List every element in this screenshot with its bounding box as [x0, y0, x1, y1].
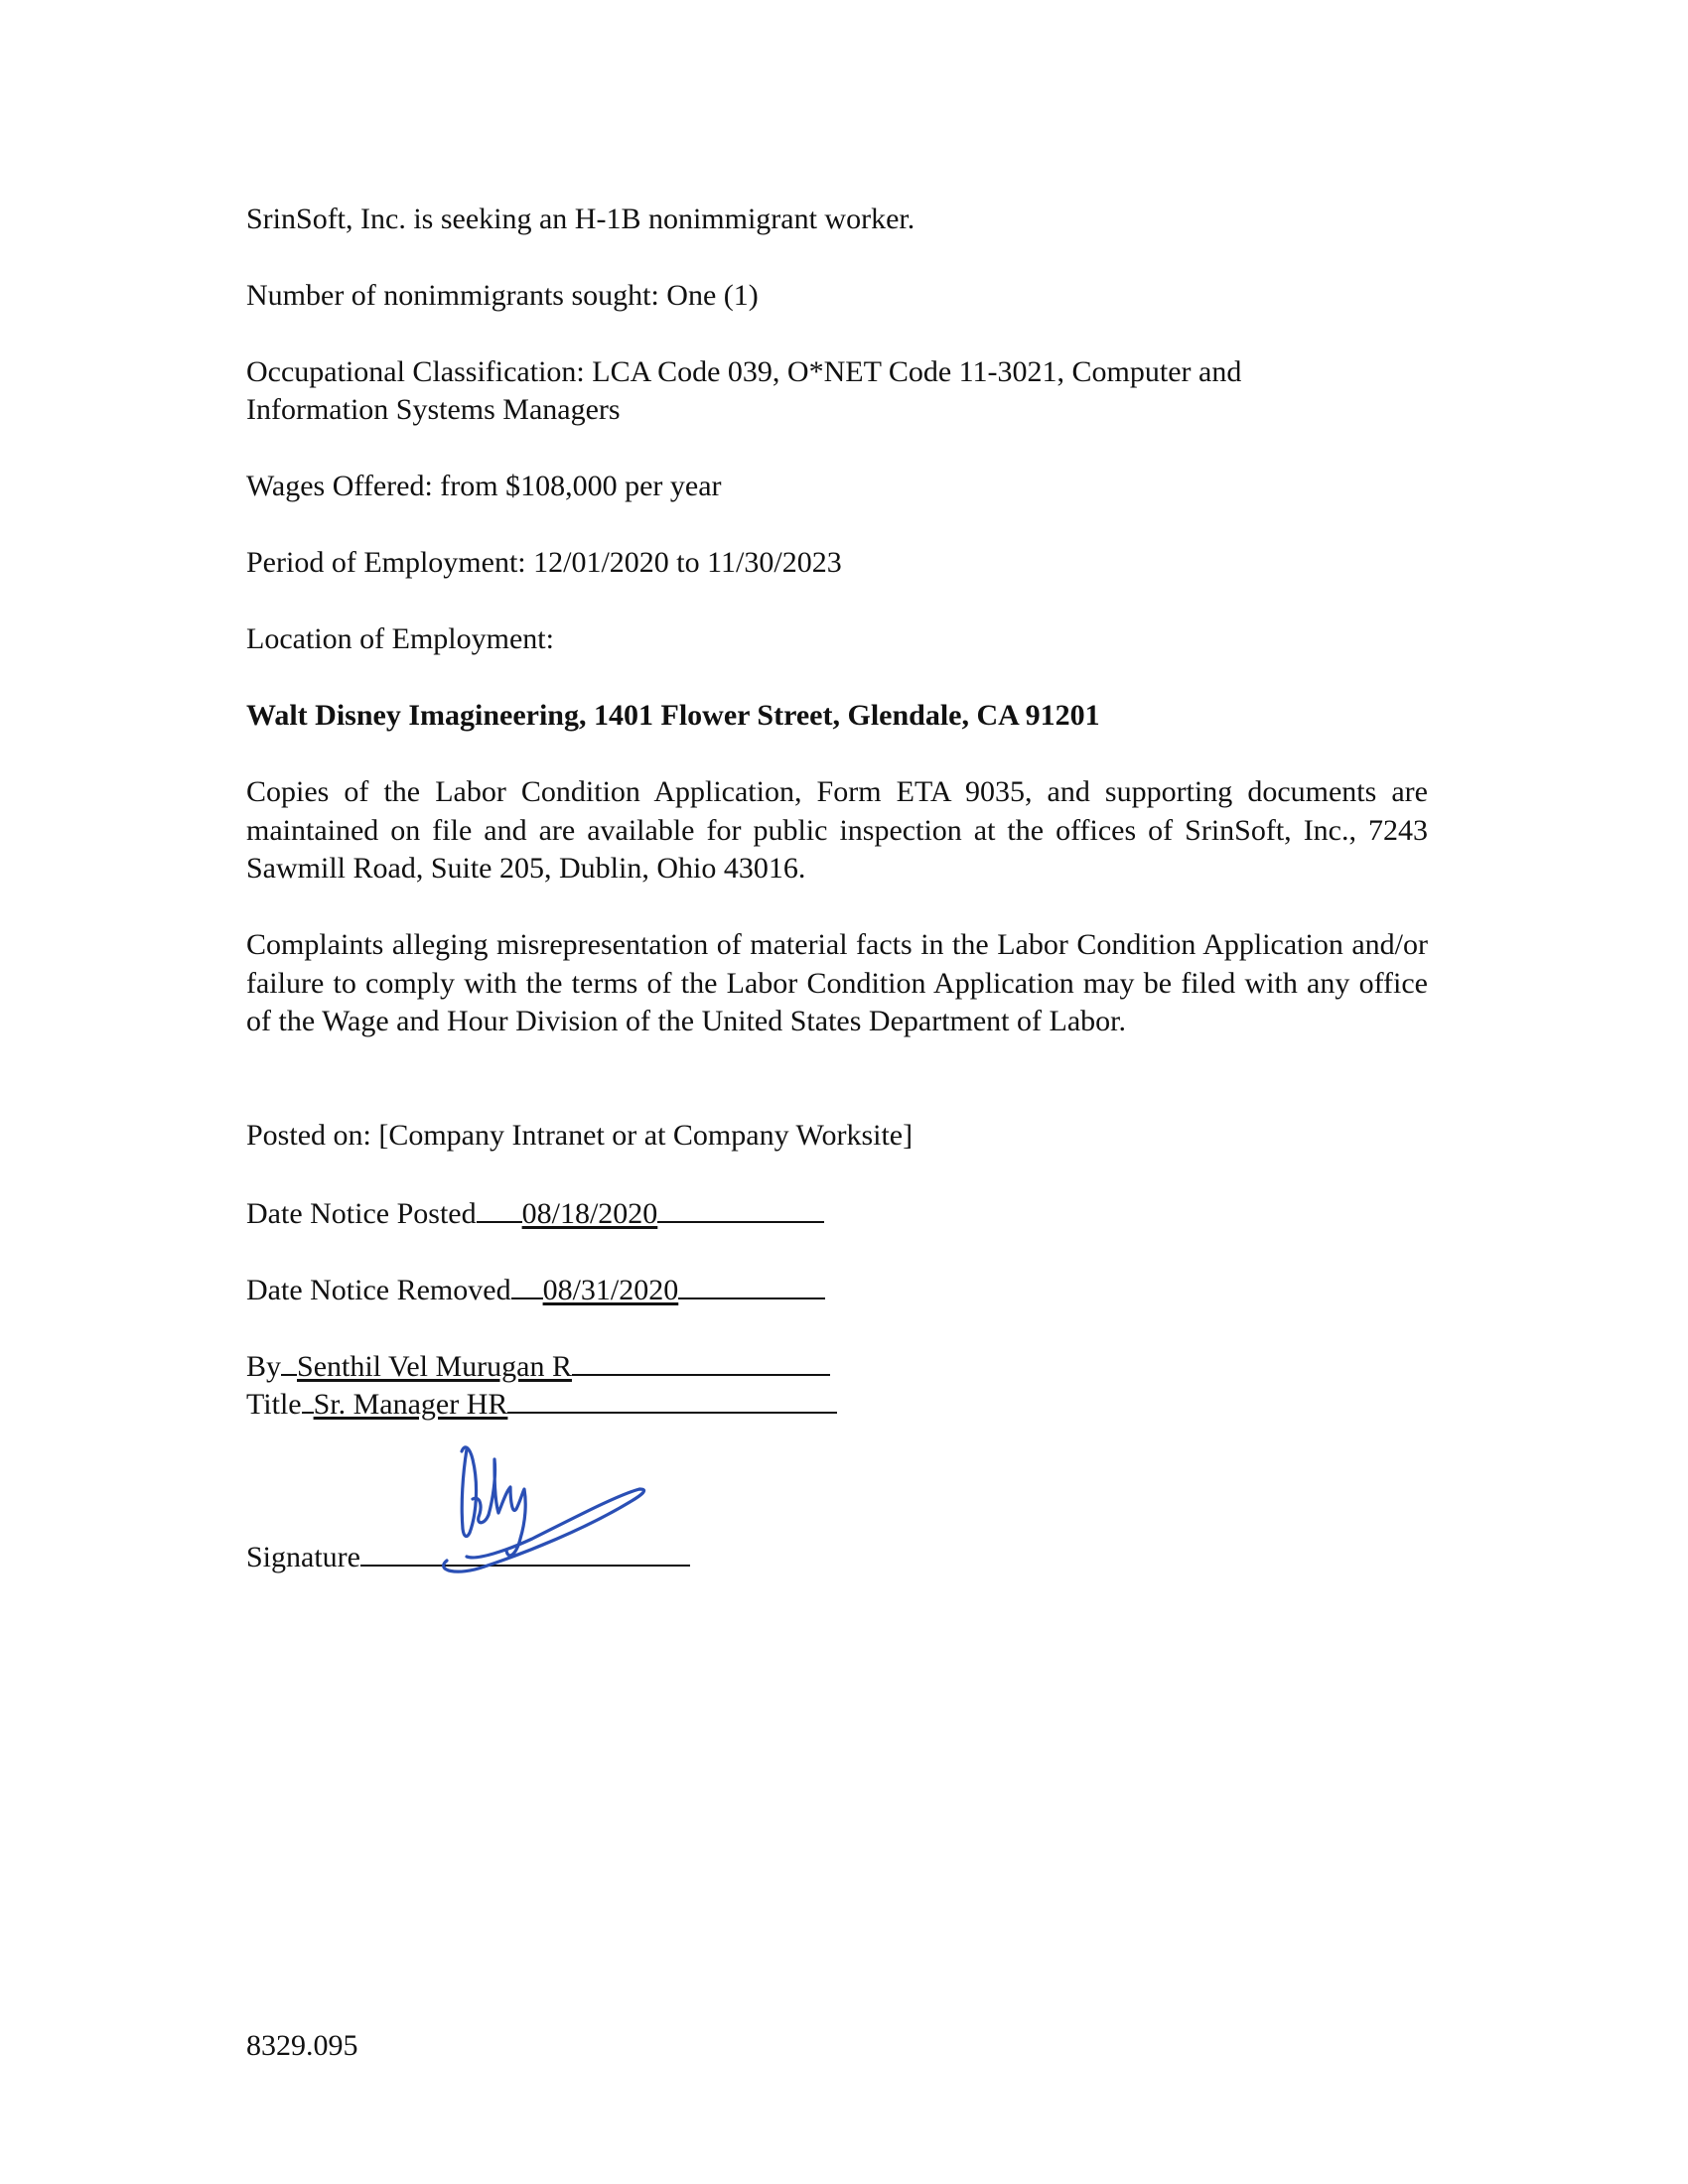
underline-blank	[302, 1384, 314, 1414]
location-value: Walt Disney Imagineering, 1401 Flower Street, Glendale, CA 91201	[246, 699, 1100, 732]
occupation-line-2: Information Systems Managers	[246, 393, 621, 426]
underline-blank	[678, 1270, 825, 1299]
underline-blank	[281, 1346, 297, 1376]
date-removed-value: 08/31/2020	[542, 1274, 679, 1306]
title-value: Sr. Manager HR	[313, 1388, 508, 1421]
intro-line: SrinSoft, Inc. is seeking an H-1B nonimmigrant worker.	[246, 203, 915, 235]
date-removed-field	[246, 1270, 825, 1309]
date-posted-label: Date Notice Posted	[246, 1197, 477, 1230]
occupation-line-1: Occupational Classification: LCA Code 039, O*NET Code 11-3021, Computer and	[246, 355, 1242, 388]
wages-line: Wages Offered: from $108,000 per year	[246, 470, 722, 502]
date-removed-label: Date Notice Removed	[246, 1274, 511, 1306]
underline-blank	[572, 1346, 830, 1376]
date-posted-field	[246, 1193, 824, 1233]
title-field	[246, 1384, 837, 1424]
underline-blank	[477, 1193, 522, 1223]
signature-label: Signature	[246, 1541, 360, 1573]
location-label: Location of Employment:	[246, 622, 554, 655]
by-value: Senthil Vel Murugan R	[297, 1350, 572, 1383]
posted-on-line: Posted on: [Company Intranet or at Company Worksite]	[246, 1119, 914, 1152]
date-posted-value: 08/18/2020	[521, 1197, 658, 1230]
underline-blank	[507, 1384, 837, 1414]
handwritten-signature	[437, 1430, 665, 1578]
document-code: 8329.095	[246, 2029, 358, 2062]
period-line: Period of Employment: 12/01/2020 to 11/30/2023	[246, 546, 842, 579]
complaints-paragraph: Complaints alleging misrepresentation of material facts in the Labor Condition Application and/or failure to comply with the terms of the Labor Condition Application may be filed with any office of the Wage and Hour Division of the United States Department of Labor.	[246, 928, 1428, 1037]
by-label: By	[246, 1350, 282, 1383]
underline-blank	[657, 1193, 824, 1223]
copies-paragraph: Copies of the Labor Condition Application, Form ETA 9035, and supporting documents are maintained on file and are available for public inspection at the offices of SrinSoft, Inc., 7243 Sawmill Road, Suite 205, Dublin, Ohio 43016.	[246, 775, 1428, 885]
number-sought-line: Number of nonimmigrants sought: One (1)	[246, 279, 759, 312]
underline-blank	[511, 1270, 543, 1299]
title-label: Title	[246, 1388, 302, 1421]
by-field	[246, 1346, 830, 1386]
